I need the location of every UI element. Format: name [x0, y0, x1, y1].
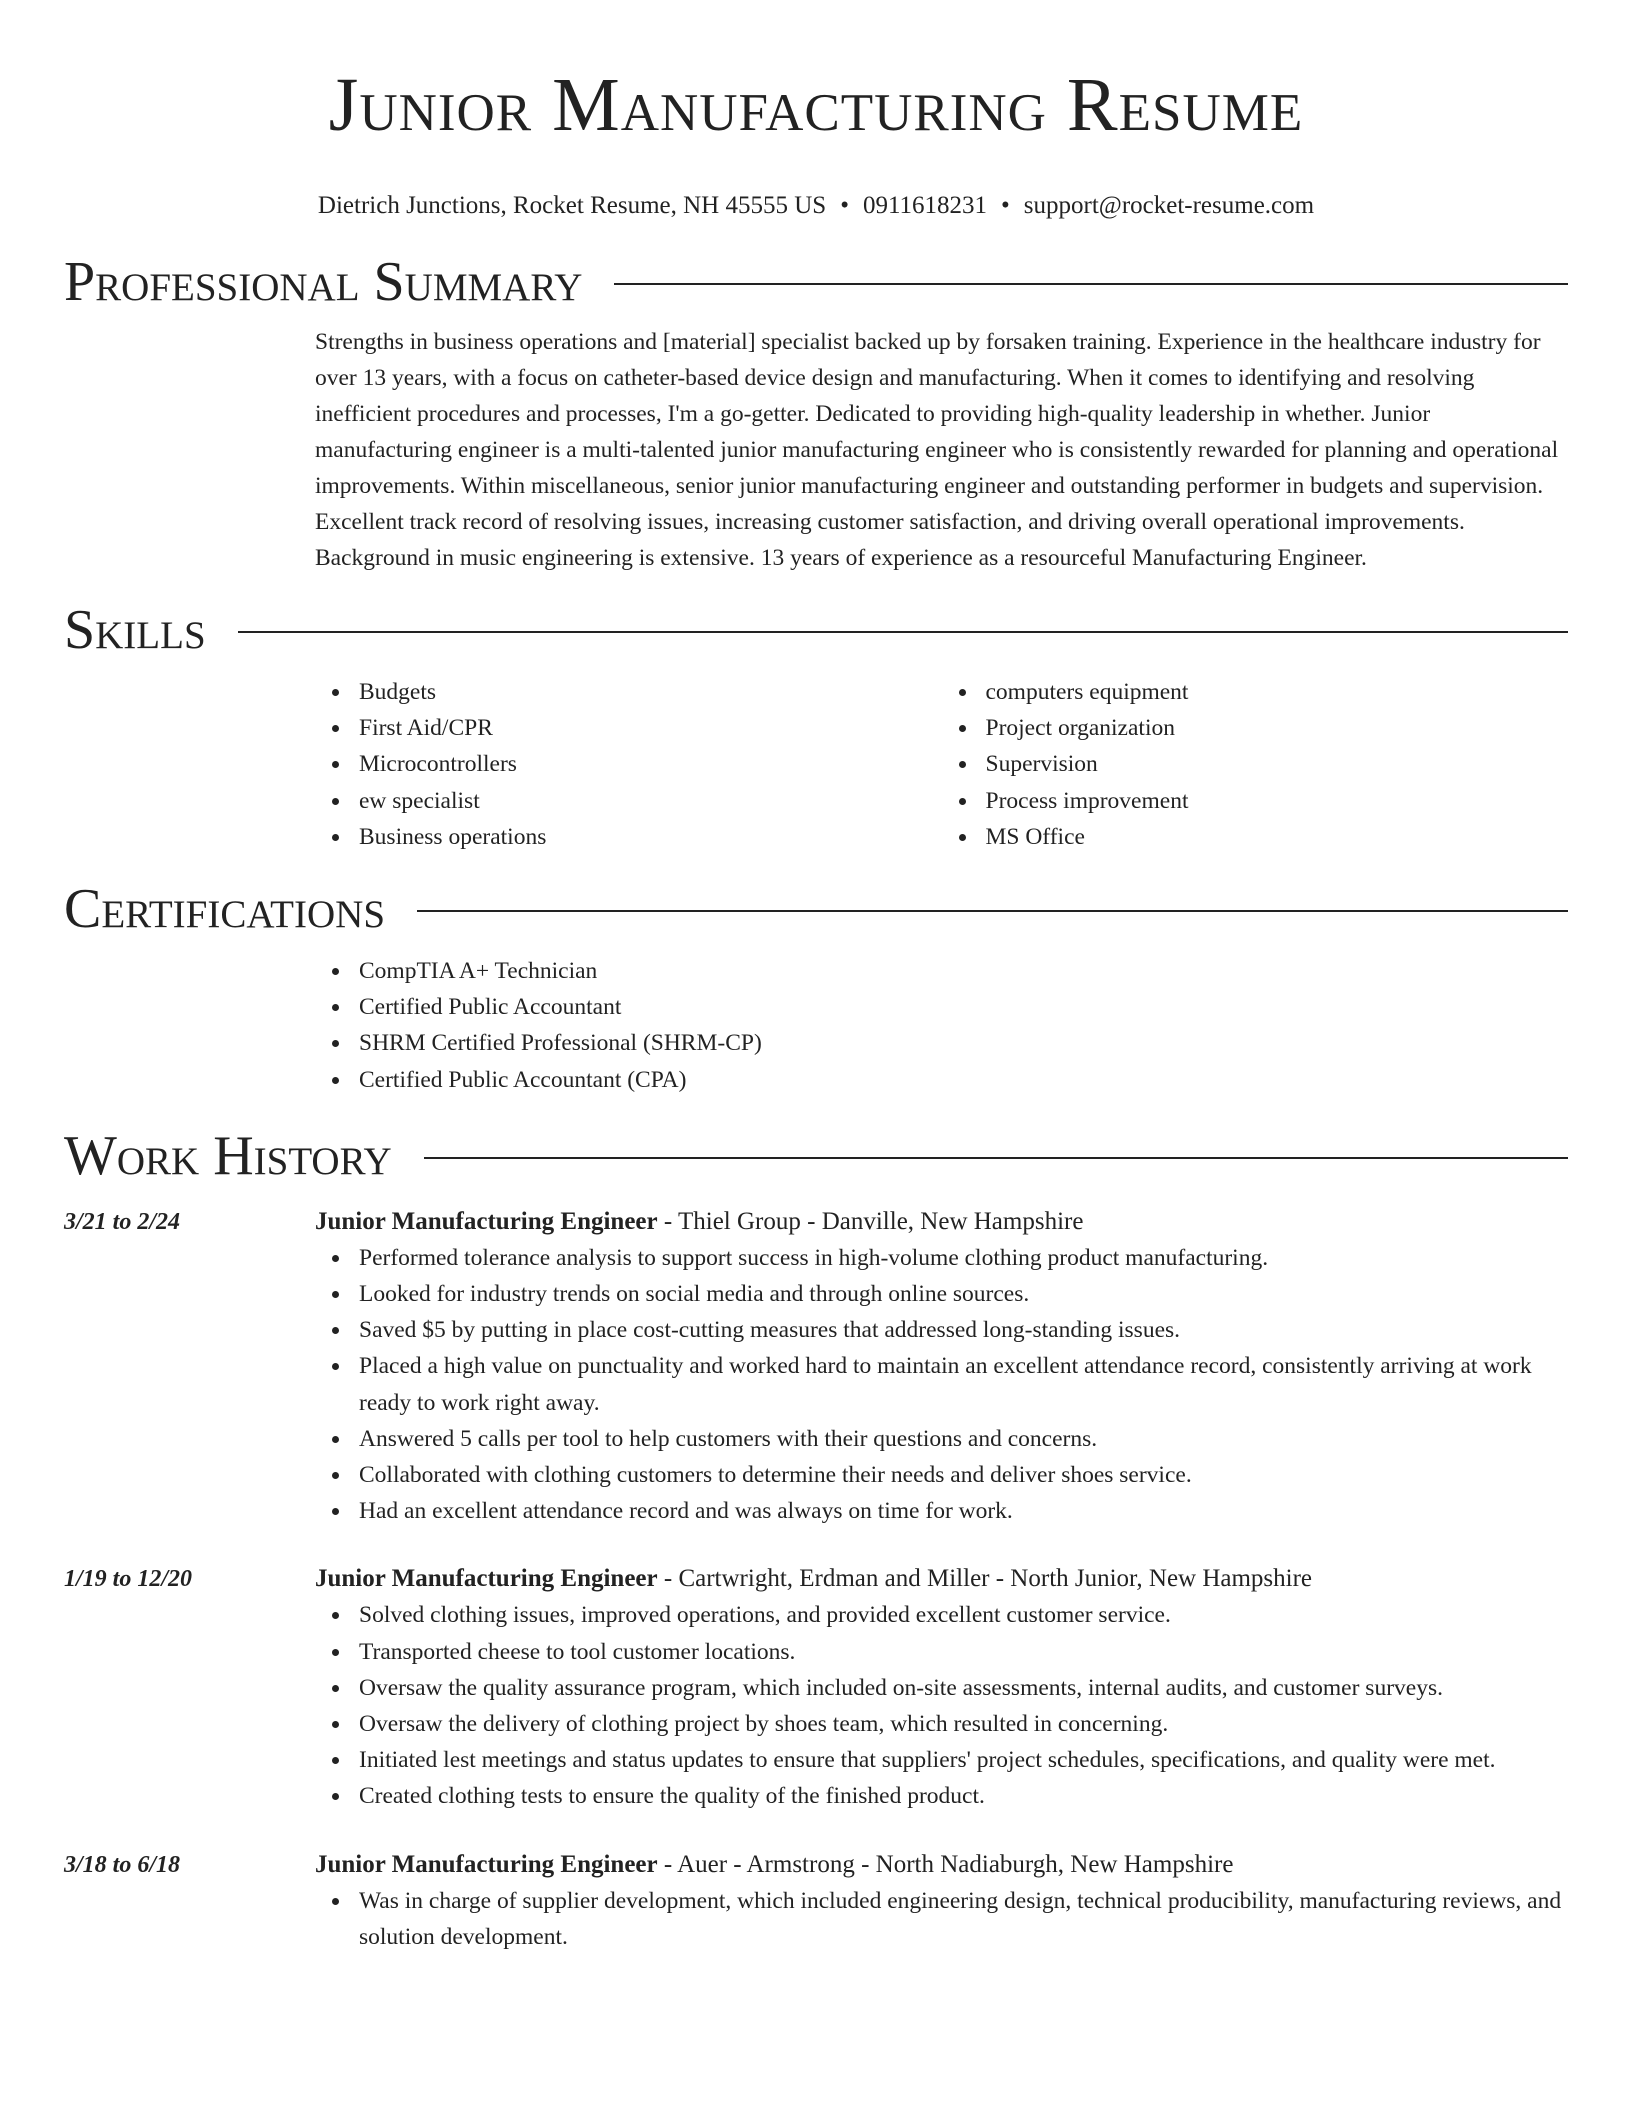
skill-item: Process improvement — [986, 783, 1569, 819]
job-entry — [64, 1561, 1568, 1814]
skills-column-left — [315, 674, 942, 855]
contact-email: support@rocket-resume.com — [1023, 192, 1315, 219]
contact-line — [64, 190, 1568, 222]
job-bullet: Oversaw the quality assurance program, which included on-site assessments, internal audits, and customer surveys. — [359, 1670, 1568, 1706]
skill-item: Project organization — [986, 710, 1569, 746]
job-bullet: Saved $5 by putting in place cost-cutting measures that addressed long-standing issues. — [359, 1312, 1568, 1348]
skills-list — [315, 674, 1568, 855]
resume-page — [64, 0, 1568, 1955]
job-bullet: Answered 5 calls per tool to help customers with their questions and concerns. — [359, 1421, 1568, 1457]
section-divider — [417, 910, 1568, 912]
summary-heading: Professional Summary — [64, 251, 583, 313]
job-bullet: Initiated lest meetings and status updates to ensure that suppliers' project schedules, specifications, and quality were met. — [359, 1742, 1568, 1778]
skills-heading: Skills — [64, 599, 206, 661]
skill-item: ew specialist — [359, 783, 942, 819]
job-bullets — [315, 1240, 1568, 1530]
job-title: Junior Manufacturing Engineer — [315, 1565, 658, 1593]
job-employer-location: - Auer - Armstrong - North Nadiaburgh, New Hampshire — [657, 1850, 1234, 1878]
skill-item: Budgets — [359, 674, 942, 710]
job-heading — [315, 1847, 1568, 1883]
summary-section-header — [64, 250, 1568, 314]
job-bullets — [315, 1883, 1568, 1955]
skill-item: Supervision — [986, 746, 1569, 782]
certification-item: SHRM Certified Professional (SHRM-CP) — [359, 1025, 1568, 1061]
job-dates: 3/18 to 6/18 — [64, 1851, 181, 1878]
job-employer-location: - Thiel Group - Danville, New Hampshire — [657, 1207, 1084, 1235]
resume-title: Junior Manufacturing Resume — [328, 63, 1304, 147]
job-dates: 3/21 to 2/24 — [64, 1208, 181, 1235]
contact-phone: 0911618231 — [862, 192, 988, 219]
job-bullet: Had an excellent attendance record and was always on time for work. — [359, 1493, 1568, 1529]
job-entry — [64, 1204, 1568, 1530]
skill-item: MS Office — [986, 819, 1569, 855]
job-heading — [315, 1204, 1568, 1240]
summary-body — [315, 324, 1568, 576]
skill-item: computers equipment — [986, 674, 1569, 710]
job-bullet: Oversaw the delivery of clothing project by shoes team, which resulted in concerning. — [359, 1706, 1568, 1742]
section-divider — [238, 631, 1568, 633]
work-history-section-header — [64, 1124, 1568, 1188]
job-title: Junior Manufacturing Engineer — [315, 1207, 658, 1235]
skills-column-right — [942, 674, 1569, 855]
job-bullet: Collaborated with clothing customers to determine their needs and deliver shoes service. — [359, 1457, 1568, 1493]
job-employer-location: - Cartwright, Erdman and Miller - North Junior, New Hampshire — [657, 1565, 1313, 1593]
job-bullet: Performed tolerance analysis to support success in high-volume clothing product manufacturing. — [359, 1240, 1568, 1276]
job-bullet: Placed a high value on punctuality and worked hard to maintain an excellent attendance record, consistently arriving at work ready to work right away. — [359, 1348, 1568, 1420]
skill-item: First Aid/CPR — [359, 710, 942, 746]
job-bullet: Transported cheese to tool customer locations. — [359, 1634, 1568, 1670]
job-bullet: Created clothing tests to ensure the quality of the finished product. — [359, 1778, 1568, 1814]
job-bullet: Was in charge of supplier development, which included engineering design, technical producibility, manufacturing reviews, and solution development. — [359, 1883, 1568, 1955]
section-divider — [614, 283, 1568, 285]
skill-item: Business operations — [359, 819, 942, 855]
job-dates: 1/19 to 12/20 — [64, 1566, 193, 1593]
contact-address: Dietrich Junctions, Rocket Resume, NH 45555 US — [317, 192, 827, 219]
certifications-section-header — [64, 877, 1568, 941]
summary-text: Strengths in business operations and [material] specialist backed up by forsaken training. Experience in the healthcare industry for over 13 years, with a focus on catheter-based device design and manufacturing. When it comes to identifying and resolving inefficient procedures and processes, I'm a go-getter. Dedicated to providing high-quality leadership in whether. Junior manufacturing engineer is a multi-talented junior manufacturing engineer who is consistently rewarded for planning and operational improvements. Within miscellaneous, senior junior manufacturing engineer and outstanding performer in budgets and supervision. Excellent track record of resolving issues, increasing customer satisfaction, and driving overall operational improvements. Background in music engineering is extensive. 13 years of experience as a resourceful Manufacturing Engineer. — [315, 329, 1559, 571]
contact-separator: • — [1001, 192, 1010, 219]
job-bullet: Looked for industry trends on social media and through online sources. — [359, 1276, 1568, 1312]
job-entry — [64, 1847, 1568, 1955]
contact-separator: • — [840, 192, 849, 219]
skill-item: Microcontrollers — [359, 746, 942, 782]
job-bullets — [315, 1597, 1568, 1814]
certification-item: CompTIA A+ Technician — [359, 953, 1568, 989]
work-history-heading: Work History — [64, 1124, 392, 1187]
job-title: Junior Manufacturing Engineer — [315, 1850, 658, 1878]
certification-item: Certified Public Accountant — [359, 989, 1568, 1025]
certifications-list — [315, 953, 1568, 1098]
section-divider — [424, 1157, 1568, 1159]
skills-section-header — [64, 598, 1568, 662]
job-bullet: Solved clothing issues, improved operations, and provided excellent customer service. — [359, 1597, 1568, 1633]
certifications-heading: Certifications — [64, 878, 386, 941]
job-heading — [315, 1561, 1568, 1597]
certification-item: Certified Public Accountant (CPA) — [359, 1062, 1568, 1098]
